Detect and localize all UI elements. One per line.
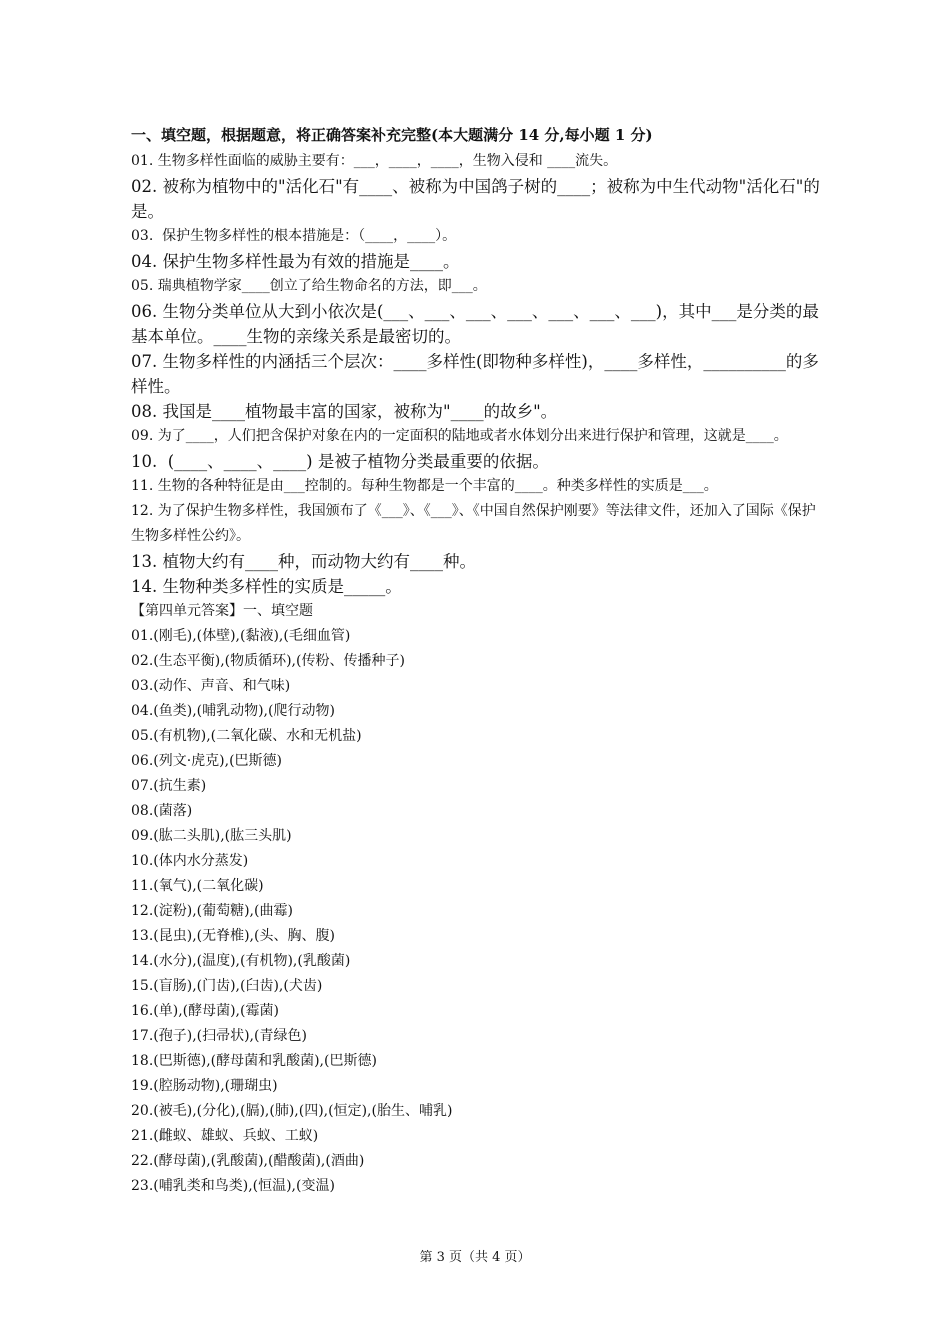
question-item: 10. (____、____、____) 是被子植物分类最重要的依据。 [131,452,549,471]
answer-item: 06.(列文·虎克),(巴斯德) [131,753,283,769]
answer-item: 07.(抗生素) [131,778,207,794]
answer-item: 17.(孢子),(扫帚状),(青绿色) [131,1028,307,1044]
question-item: 08. 我国是____植物最丰富的国家，被称为"____的故乡"。 [131,402,558,421]
answer-item: 04.(鱼类),(哺乳动物),(爬行动物) [131,703,335,719]
question-list [131,149,821,599]
question-item: 03. 保护生物多样性的根本措施是：（____，____）。 [131,228,457,244]
answer-item: 21.(雌蚁、雄蚁、兵蚁、工蚁) [131,1128,319,1144]
question-item: 01. 生物多样性面临的威胁主要有：___，____，____，生物入侵和 ____流失。 [131,153,618,169]
answer-item: 05.(有机物),(二氧化碳、水和无机盐) [131,728,362,744]
answer-item: 22.(酵母菌),(乳酸菌),(醋酸菌),(酒曲) [131,1153,365,1169]
answers-heading: 【第四单元答案】一、填空题 [131,603,313,619]
answer-item: 08.(菌落) [131,803,193,819]
answer-item: 19.(腔肠动物),(珊瑚虫) [131,1078,278,1094]
answer-item: 12.(淀粉),(葡萄糖),(曲霉) [131,903,293,919]
answer-item: 09.(肱二头肌),(肱三头肌) [131,828,292,844]
answer-item: 23.(哺乳类和鸟类),(恒温),(变温) [131,1178,335,1194]
question-item: 11. 生物的各种特征是由___控制的。每种生物都是一个丰富的____。种类多样性的实质是___。 [131,478,718,494]
answer-item: 03.(动作、声音、和气味) [131,678,291,694]
question-item: 12. 为了保护生物多样性，我国颁布了《___》、《___》、《中国自然保护刚要》等法律文件，还加入了国际《保护生物多样性公约》。 [131,503,816,544]
question-item: 13. 植物大约有____种，而动物大约有____种。 [131,552,476,571]
question-item: 04. 保护生物多样性最为有效的措施是____。 [131,252,460,271]
answer-item: 15.(盲肠),(门齿),(臼齿),(犬齿) [131,978,323,994]
page-footer: 第 3 页（共 4 页） [419,1250,531,1265]
page-content [131,126,821,1199]
question-item: 14. 生物种类多样性的实质是_____。 [131,577,402,596]
answer-item: 11.(氧气),(二氧化碳) [131,878,264,894]
answer-item: 02.(生态平衡),(物质循环),(传粉、传播种子) [131,653,405,669]
answer-item: 18.(巴斯德),(酵母菌和乳酸菌),(巴斯德) [131,1053,377,1069]
answer-item: 01.(刚毛),(体壁),(黏液),(毛细血管) [131,628,351,644]
answer-list [131,624,821,1199]
answer-item: 13.(昆虫),(无脊椎),(头、胸、腹) [131,928,335,944]
question-item: 05. 瑞典植物学家____创立了给生物命名的方法，即___。 [131,278,487,294]
answer-item: 16.(单),(酵母菌),(霉菌) [131,1003,279,1019]
question-item: 07. 生物多样性的内涵括三个层次：____多样性(即物种多样性)，____多样性，__________的多样性。 [131,352,819,396]
section-title: 一、填空题，根据题意，将正确答案补充完整(本大题满分 14 分,每小题 1 分) [131,126,653,144]
answer-item: 14.(水分),(温度),(有机物),(乳酸菌) [131,953,351,969]
answer-item: 10.(体内水分蒸发) [131,853,249,869]
question-item: 06. 生物分类单位从大到小依次是(___、___、___、___、___、___、___)，其中___是分类的最基本单位。____生物的亲缘关系是最密切的。 [131,302,819,346]
question-item: 09. 为了____，人们把含保护对象在内的一定面积的陆地或者水体划分出来进行保护和管理，这就是____。 [131,428,788,444]
question-item: 02. 被称为植物中的"活化石"有____、被称为中国鸽子树的____；被称为中生代动物"活化石"的是。 [131,177,820,221]
answer-item: 20.(被毛),(分化),(膈),(肺),(四),(恒定),(胎生、哺乳) [131,1103,453,1119]
